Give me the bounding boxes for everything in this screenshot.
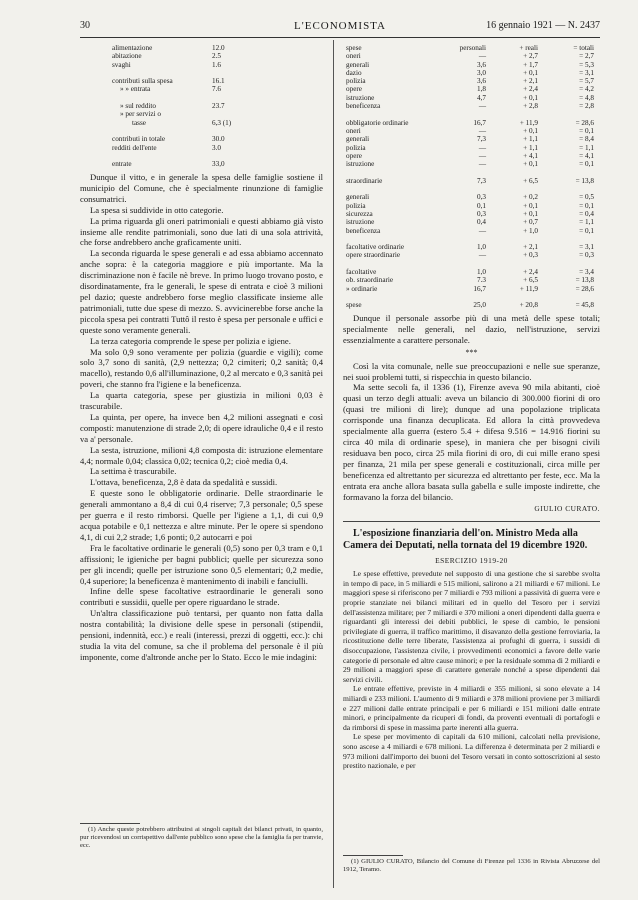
table-row: [112, 85, 292, 93]
paragraph: Dunque il vitto, e in generale la spesa delle famiglie sostiene il municipio del Comune, che è specialmente rinunzione di famiglie consumatrici.: [80, 172, 323, 204]
row-label: svaghi: [112, 60, 131, 69]
table-row: [346, 276, 600, 284]
cell-a: —: [478, 160, 486, 169]
footnote-rule-right: [343, 855, 403, 856]
table-row: [112, 127, 292, 135]
row-value: 23.7: [212, 102, 225, 111]
cell-b: + 2,4: [523, 85, 538, 94]
paragraph: Infine delle spese facoltative estraordinarie le generali sono contributi e sussidii, quelle per opere riguardano le strade.: [80, 586, 323, 608]
cell-b: + 0,3: [523, 251, 538, 260]
row-value: 7.6: [212, 85, 221, 94]
paragraph: Le entrate effettive, previste in 4 miliardi e 355 milioni, si sono elevate a 14 miliardi e 233 milioni. L'aumento di 9 miliardi e 378 milioni proviene per 3 miliardi e 227 milioni dalle entrate principali e per 6 miliardi e 151 milioni dalle entrate minori, e principalmente da ricuperi di fondi, da proventi eventuali di portafogli e da rimborsi di spese in massima parte inerenti alla guerra.: [343, 684, 600, 732]
cell-a: —: [478, 52, 486, 61]
cell-label: generali: [346, 135, 370, 144]
table-row: [346, 251, 600, 259]
cell-b: + 1,0: [523, 226, 538, 235]
table-row: [346, 177, 600, 185]
cell-label: facoltative: [346, 268, 377, 277]
row-label: » » entrata: [120, 85, 151, 94]
table-row: [346, 268, 600, 276]
table-row: [346, 85, 600, 93]
cell-c: = 13,8: [575, 176, 594, 185]
header-rule: [80, 37, 600, 38]
table-row: [112, 110, 292, 118]
cell-a: 0,3: [477, 209, 486, 218]
paragraph: La sesta, istruzione, milioni 4,8 composta di: istruzione elementare 4,4; normale 0,04; classica 0,02; tecnica 0,2; cioè media 0,4.: [80, 444, 323, 466]
cell-b: + 0,2: [523, 193, 538, 202]
table-row: [112, 160, 292, 168]
table-row: [346, 301, 600, 309]
row-value: 12.0: [212, 44, 225, 52]
page-header: [80, 20, 600, 36]
row-label: abitazione: [112, 52, 142, 61]
row-value: 30.0: [212, 135, 225, 144]
cell-label: istruzione: [346, 93, 375, 102]
cell-label: straordinarie: [346, 176, 383, 185]
cell-c: = 5,7: [579, 77, 594, 86]
row-label: alimentazione: [112, 44, 153, 52]
cell-label: oneri: [346, 126, 361, 135]
row-label: » sul reddito: [120, 102, 156, 111]
paragraph: Così la vita comunale, nelle sue preoccupazioni e nelle sue speranze, nei suoi problemi tutti, si rispecchia in questo bilancio.: [343, 360, 600, 382]
section-subtitle: ESERCIZIO 1919-20: [435, 556, 508, 566]
cell-a: 3,6: [477, 77, 486, 86]
section-stars: ***: [465, 347, 478, 357]
cell-c: = 5,3: [579, 60, 594, 69]
table-row: [346, 127, 600, 135]
cell-c: = 8,4: [579, 135, 594, 144]
cell-label: sicurezza: [346, 209, 373, 218]
cell-b: + 0,1: [523, 209, 538, 218]
row-label: contributi sulla spesa: [112, 77, 173, 86]
table-row: [346, 185, 600, 193]
cell-label: opere straordinarie: [346, 251, 401, 260]
cell-b: + 0,1: [523, 93, 538, 102]
table-row: [346, 285, 600, 293]
table-row: [346, 210, 600, 218]
cell-b: + 4,1: [523, 151, 538, 160]
cell-c: = 28,6: [575, 284, 594, 293]
cell-c: = 0,1: [579, 160, 594, 169]
row-value: 3.0: [212, 143, 221, 152]
table-row: [346, 61, 600, 69]
cell-c: = 45,8: [575, 301, 594, 310]
cell-b: + 0,1: [523, 160, 538, 169]
cell-b: + 11,9: [519, 284, 538, 293]
cell-label: polizia: [346, 201, 366, 210]
section-title: L'esposizione finanziaria dell'on. Ministro Meda alla Camera dei Deputati, nella tornata del 19 dicembre 1920.: [343, 528, 588, 552]
section-body: [343, 569, 600, 770]
paragraph: Le spese effettive, prevedute nel supposto di una gestione che si sarebbe svolta in tempo di pace, in 5 miliardi e 515 milioni, salirono a 21 miliardi e 67 milioni. Le maggiori spese si riferiscono per 7 miliardi e 793 milioni a passività di guerra vere e proprie stanziate nei bilanci militari ed in quello del Tesoro per i servizi dell'assistenza militare; per 7 miliardi e 370 milioni a oneri dipendenti dalla guerra e riguardanti gli interessi dei debiti pubblici, le spese di cambio, le pensioni privilegiate di guerra, il traffico marittimo, il disavanzo della gestione ferroviaria, la ricostituzione delle terre liberate, l'assistenza ai profughi di guerra, i sussidi di disoccupazione, l'assistenza civile, i provvedimenti economici a favore delle varie categorie di personale ed altre cause minori; e per la residuale somma di 2 miliardi e 29 milioni a maggiori spese di carattere generale nonché a spese dipendenti dai servizi civili.: [343, 569, 600, 684]
cell-b: + 20,8: [519, 301, 538, 310]
table-row: [346, 218, 600, 226]
table-row: [112, 44, 292, 52]
table-row: [112, 61, 292, 69]
cell-label: polizia: [346, 143, 366, 152]
cell-label: generali: [346, 193, 370, 202]
table-row: [346, 293, 600, 301]
section-rule: [343, 521, 600, 522]
table-row: [112, 119, 292, 127]
paragraph: La terza categoria comprende le spese per polizia e igiene.: [90, 335, 291, 346]
left-column-text: [80, 172, 323, 663]
row-label: contributi in totale: [112, 135, 166, 144]
table-row: [112, 94, 292, 102]
table-row: [112, 152, 292, 160]
paragraph: Ma sette secoli fa, il 1336 (1), Firenze aveva 90 mila abitanti, cioè quasi un terzo degli attuali: aveva un bilancio di 300.000 fiorini di oro (quasi tre milioni di lire); dunque ad una popolazione triplicata corrisponde una finanza decuplicata. Ed allora la città provvedeva specialmente alla guerra (estero 5.4 + difesa 9.516 = 14.916 fiorini su circa 40 mila di ordinarie spese), in maniera che per bisogni civili residuava ben poco, circa 25 mila fiorini di oro, di cui mille erano spesi per finanza, 21 mila per spese generali e costituzionali, circa mille per beneficenza ed altrettanto per sicurezza ed altrettanto per feste, ecc. Ma la entrata era anche allora basata sulla gabella e sulle imposte indirette, che formavano la forza del bilancio.: [343, 382, 600, 502]
paragraph: La quinta, per opere, ha invece ben 4,2 milioni assegnati e così composti: manutenzione di strade 2,0; di opere idrauliche 0,4 e il resto va a' personale.: [80, 411, 323, 444]
cell-label: facoltative ordinarie: [346, 243, 405, 252]
cell-c: = 28,6: [575, 118, 594, 127]
row-label: tasse: [132, 118, 146, 127]
table-row: [112, 144, 292, 152]
cell-b: + 0,1: [523, 126, 538, 135]
cell-b: + 0,1: [523, 201, 538, 210]
page-number: 30: [80, 20, 90, 31]
cell-a: 3,0: [477, 68, 486, 77]
cell-c: = 3,1: [579, 243, 594, 252]
left-footnote: [80, 826, 323, 851]
cell-c: = 0,1: [579, 201, 594, 210]
cell-b: + 2,7: [523, 52, 538, 61]
cell-c: = 1,1: [579, 218, 594, 227]
journal-title: L'ECONOMISTA: [294, 20, 386, 32]
table-row: [346, 152, 600, 160]
cell-label: beneficenza: [346, 102, 381, 111]
cell-b: + 11,9: [519, 118, 538, 127]
cell-b: + 2,1: [523, 243, 538, 252]
table-row: [346, 243, 600, 251]
cell-c: = 13,8: [575, 276, 594, 285]
issue-date: 16 gennaio 1921 — N. 2437: [486, 20, 600, 31]
cell-c: = 1,1: [579, 143, 594, 152]
row-label: » per servizi o: [120, 110, 161, 119]
cell-c: = 3,1: [579, 68, 594, 77]
cell-c: = 4,1: [579, 151, 594, 160]
table-row: [346, 160, 600, 168]
cell-c: = 2,8: [579, 102, 594, 111]
cell-b: + 6,5: [523, 276, 538, 285]
cell-label: generali: [346, 60, 370, 69]
column-divider: [333, 40, 334, 888]
paragraph: Le spese per movimento di capitali da 610 milioni, calcolati nella previsione, sono ascese a 4 miliardi e 678 milioni. La differenza è determinata per 2 miliardi e 973 milioni dall'importo dei buoni del Tesoro versati in conto sottoscrizioni al sesto prestito nazionale, e per: [343, 732, 600, 771]
cell-a: —: [478, 226, 486, 235]
cell-a: —: [478, 102, 486, 111]
cell-label: » ordinarie: [346, 284, 378, 293]
cell-a: —: [478, 151, 486, 160]
paragraph: Ma solo 0,9 sono veramente per polizia (guardie e vigili); come solo 3,7 sono di sanità, (2,9 nettezza; 0,2 cimiteri; 0,2 sanità; 0,4 macello), restando 0,6 all'illuminazione, 0,2 al mercato e 0,3 sanità pei poveri, che stanno fra l'igiene e la beneficenza.: [80, 346, 323, 390]
author-signature: GIULIO CURATO.: [534, 504, 600, 514]
cell-a: 0,4: [477, 218, 486, 227]
paragraph: La seconda riguarda le spese generali e ad essa abbiamo accennato anche sopra: è la categoria maggiore e più importante. Ma la discriminazione non è facile nè breve. In primo luogo trovano posto, e disordinatamente, fra le generali, le spese di entrata e cioè 3 milioni pel dazio; queste andrebbero forse meglio classificate insieme alle patrimoniali, tutte due spese di mezzo. S. avvicinerebbe forse anche la piccola spesa pei contratti Tuttô il resto è spesa per personale e uffici e queste sono veramente generali.: [80, 248, 323, 335]
cell-c: = 4,2: [579, 85, 594, 94]
footnote-rule: [80, 823, 140, 824]
cell-a: —: [478, 251, 486, 260]
cell-a: 3,6: [477, 60, 486, 69]
cell-c: = 2,7: [579, 52, 594, 61]
cell-b: + 6,5: [523, 176, 538, 185]
cell-label: opere: [346, 85, 362, 94]
cell-c: = 4,8: [579, 93, 594, 102]
cell-b: + 2,1: [523, 77, 538, 86]
right-column-text: [343, 313, 600, 771]
right-footnote-text: (1) GIULIO CURATO, Bilancio del Comune di Firenze pel 1336 in Rivista Abruzzese del 1912, Teramo.: [343, 858, 600, 874]
cell-a: 16,7: [473, 118, 486, 127]
table-row: [346, 135, 600, 143]
cell-b: + 1,7: [523, 60, 538, 69]
table-row: [346, 110, 600, 118]
table-row: [112, 52, 292, 60]
cell-b: + 0,1: [523, 68, 538, 77]
paragraph: La quarta categoria, spese per giustizia in milioni 0,03 è trascurabile.: [80, 390, 323, 412]
table-row: [346, 77, 600, 85]
paragraph: Dunque il personale assorbe più di una metà delle spese totali; specialmente nelle generali, nel dazio, nell'istruzione, servizi essenzialmente a carattere personale.: [343, 313, 600, 345]
table-row: [346, 235, 600, 243]
cell-label: spese: [346, 44, 362, 52]
row-value: 2.5: [212, 52, 221, 61]
table-row: [346, 102, 600, 110]
cell-a: —: [478, 126, 486, 135]
paragraph: L'ottava, beneficenza, 2,8 è data da spedalità e sussidi.: [90, 477, 278, 488]
cell-a: 4,7: [477, 93, 486, 102]
paragraph: E queste sono le obbligatorie ordinarie. Delle straordinarie le generali ammontano a 8,4 di cui 0,4 riserve; 7,3 personale; 0,5 spese per guerra e il resto rimborsi. Quelle per l'igiene a 1,1, di cui 0,9 acqua potabile e 0,1 nettezza e altre minute. Per le opere si spendono 4,1, di cui 2,2 strade; 1,6 ponti; 0,2 autocarri e poi: [80, 488, 323, 542]
table-row: [112, 135, 292, 143]
right-footnote: [343, 858, 600, 874]
right-personnel-table: [346, 44, 600, 310]
cell-b: + 0,7: [523, 218, 538, 227]
cell-label: spese: [346, 301, 362, 310]
cell-a: —: [478, 143, 486, 152]
table-row: [346, 44, 600, 52]
cell-c: = 0,4: [579, 209, 594, 218]
cell-label: beneficenza: [346, 226, 381, 235]
table-row: [112, 102, 292, 110]
paragraph: La prima riguarda gli oneri patrimoniali e questi abbiamo già visto insieme alle rendite patrimoniali, sono due lati di una sola attrività, che forse andrebbero anche graficamente uniti.: [80, 215, 323, 248]
left-footnote-text: (1) Anche queste potrebbero attribuirsi ai singoli capitali dei bilanci privati, in quanto, pur ricevendosi un corrispettivo dall'ente pubblico sono spese che la famiglia fa per tranvie, ecc.: [80, 826, 323, 850]
table-row: [346, 69, 600, 77]
cell-label: obbligatorie ordinarie: [346, 118, 409, 127]
cell-a: 1,0: [477, 243, 486, 252]
table-row: [346, 94, 600, 102]
paragraph: Un'altra classificazione può tentarsi, per quanto non fatta dalla nostra contabilità; la divisione delle spese in personali (stipendii, pensioni, indennità, ecc.) e reali (interessi, prezzi di oggetti, ecc.): chi studia la vita del comune, sa che il problema del personale è il più imponente, come d'altronde anche per lo Stato. Ecco le mie indagini:: [80, 608, 323, 662]
left-summary-table: [112, 44, 292, 168]
row-value: 33,0: [212, 160, 225, 169]
cell-c: = 3,4: [579, 268, 594, 277]
row-value: 16.1: [212, 77, 225, 86]
table-row: [346, 202, 600, 210]
cell-label: istruzione: [346, 218, 375, 227]
row-value: 1.6: [212, 60, 221, 69]
table-row: [346, 52, 600, 60]
paragraph: Fra le facoltative ordinarie le generali (0,5) sono per 0,3 tram e 0,1 affissioni; le igieniche per bagni pubblici; quelle per sicurezza sono per gli incendi; quelle per istruzione sono 0,5 elementari; 0,2 medie, 0,4 superiore; la beneficenza è mantenimento di inabili e fanciulli.: [80, 542, 323, 586]
cell-c: = 0,5: [579, 193, 594, 202]
table-row: [112, 77, 292, 85]
cell-label: ob. straordinarie: [346, 276, 394, 285]
cell-c: = 0,3: [579, 251, 594, 260]
cell-b: + 1,1: [523, 135, 538, 144]
cell-label: istruzione: [346, 160, 375, 169]
cell-b: + 2,8: [523, 102, 538, 111]
cell-b: + 1,1: [523, 143, 538, 152]
table-row: [346, 193, 600, 201]
table-row: [346, 168, 600, 176]
row-label: entrate: [112, 160, 132, 169]
cell-label: polizia: [346, 77, 366, 86]
cell-b: + 2,4: [523, 268, 538, 277]
table-row: [346, 260, 600, 268]
row-value: 6,3 (1): [212, 118, 232, 127]
cell-a: 7.3: [477, 276, 486, 285]
table-row: [112, 69, 292, 77]
cell-a: personali: [459, 44, 486, 52]
cell-c: = totali: [573, 44, 594, 52]
table-row: [346, 144, 600, 152]
cell-c: = 0,1: [579, 226, 594, 235]
cell-a: 7,3: [477, 135, 486, 144]
cell-a: 0,3: [477, 193, 486, 202]
cell-b: + reali: [519, 44, 538, 52]
cell-a: 25,0: [473, 301, 486, 310]
paragraph: La settima è trascurabile.: [90, 466, 177, 477]
table-row: [346, 119, 600, 127]
cell-label: dazio: [346, 68, 362, 77]
cell-label: oneri: [346, 52, 361, 61]
cell-a: 0,1: [477, 201, 486, 210]
cell-label: opere: [346, 151, 362, 160]
row-label: redditi dell'ente: [112, 143, 157, 152]
cell-a: 1,8: [477, 85, 486, 94]
cell-a: 1,0: [477, 268, 486, 277]
cell-a: 7,3: [477, 176, 486, 185]
cell-c: = 0,1: [579, 126, 594, 135]
table-row: [346, 227, 600, 235]
paragraph: La spesa si suddivide in otto categorie.: [90, 204, 224, 215]
cell-a: 16,7: [473, 284, 486, 293]
